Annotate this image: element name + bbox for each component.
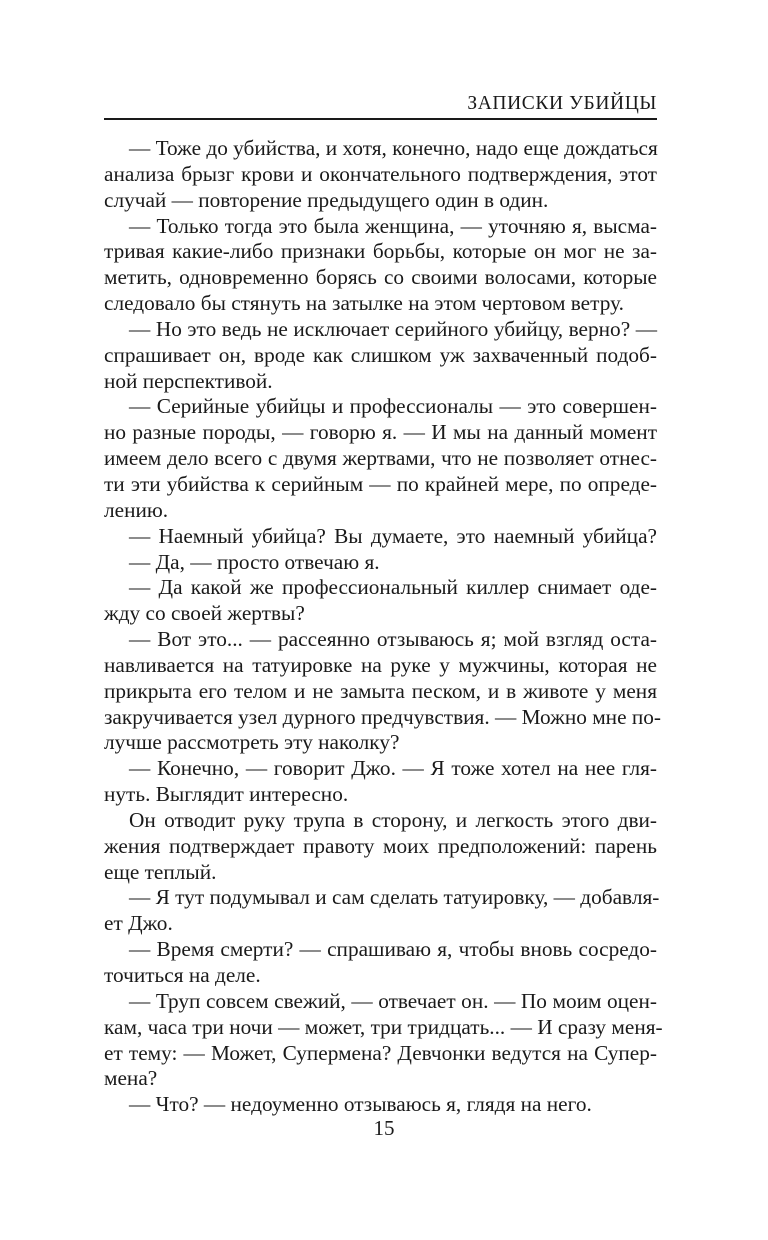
text-line: навливается на татуировке на руке у мужчины, которая не (104, 652, 657, 677)
text-line: — Труп совсем свежий, — отвечает он. — По моим оцен- (129, 988, 657, 1013)
text-line: — Да какой же профессиональный киллер снимает оде- (129, 575, 657, 600)
text-line: — Время смерти? — спрашиваю я, чтобы вновь сосредо- (129, 937, 657, 962)
text-line: точиться на деле. (104, 963, 261, 987)
text-line: нуть. Выглядит интересно. (104, 782, 349, 807)
text-line: — Но это ведь не исключает серийного убийцу, верно? — (129, 316, 657, 341)
running-header-title: ЗАПИСКИ УБИЙЦЫ (467, 93, 657, 114)
text-line: ной перспективой. (104, 368, 273, 393)
running-header (104, 88, 657, 120)
text-line: спрашивает он, вроде как слишком уж захваченный подоб- (104, 342, 657, 367)
text-line: метить, одновременно борясь со своими волосами, которые (104, 265, 657, 290)
text-line: ет Джо. (104, 911, 173, 936)
text-line: мена? (104, 1066, 158, 1091)
text-line: — Да, — просто отвечаю я. (129, 549, 380, 574)
text-line: Он отводит руку трупа в сторону, и легкость этого дви- (129, 807, 657, 832)
text-line: ти эти убийства к серийным — по крайней мере, по опреде- (104, 471, 657, 496)
text-line: случай — повторение предыдущего один в один. (104, 187, 549, 212)
text-line: тривая какие-либо признаки борьбы, которые он мог не за- (104, 239, 657, 264)
text-line: прикрыта его телом и не замыта песком, и в животе у меня (104, 678, 657, 703)
text-line: кам, часа три ночи — может, три тридцать... — И сразу меня- (104, 1014, 663, 1039)
text-line: лучше рассмотреть эту наколку? (104, 730, 400, 755)
text-line: — Что? — недоуменно отзываюсь я, глядя на него. (129, 1092, 592, 1117)
text-line: имеем дело всего с двумя жертвами, что не позволяет отнес- (104, 446, 657, 471)
text-line: следовало бы стянуть на затылке на этом чертовом ветру. (104, 291, 624, 316)
text-line: — Вот это... — рассеянно отзываюсь я; мой взгляд оста- (129, 627, 657, 652)
text-line: — Серийные убийцы и профессионалы — это совершен- (129, 394, 657, 419)
text-line: лению. (104, 497, 169, 522)
text-line: — Наемный убийца? Вы думаете, это наемный убийца? (129, 523, 657, 548)
body-text (104, 136, 663, 1118)
text-line: ет тему: — Может, Супермена? Девчонки ведутся на Супер- (104, 1040, 657, 1065)
text-line: жения подтверждает правоту моих предположений: парень (104, 833, 657, 858)
text-line: — Конечно, — говорит Джо. — Я тоже хотел на нее гля- (129, 756, 657, 781)
text-line: но разные породы, — говорю я. — И мы на данный момент (104, 420, 657, 445)
text-line: жду со своей жертвы? (104, 601, 305, 626)
text-line: еще теплый. (104, 859, 217, 884)
text-line: — Я тут подумывал и сам сделать татуировку, — добавля- (129, 885, 660, 910)
text-line: анализа брызг крови и окончательного подтверждения, этот (104, 161, 657, 186)
page-number: 15 (373, 1116, 395, 1140)
text-line: — Только тогда это была женщина, — уточняю я, высма- (129, 213, 657, 238)
text-line: — Тоже до убийства, и хотя, конечно, надо еще дождаться (129, 136, 658, 160)
text-line: закручивается узел дурного предчувствия. — Можно мне по- (104, 704, 661, 729)
